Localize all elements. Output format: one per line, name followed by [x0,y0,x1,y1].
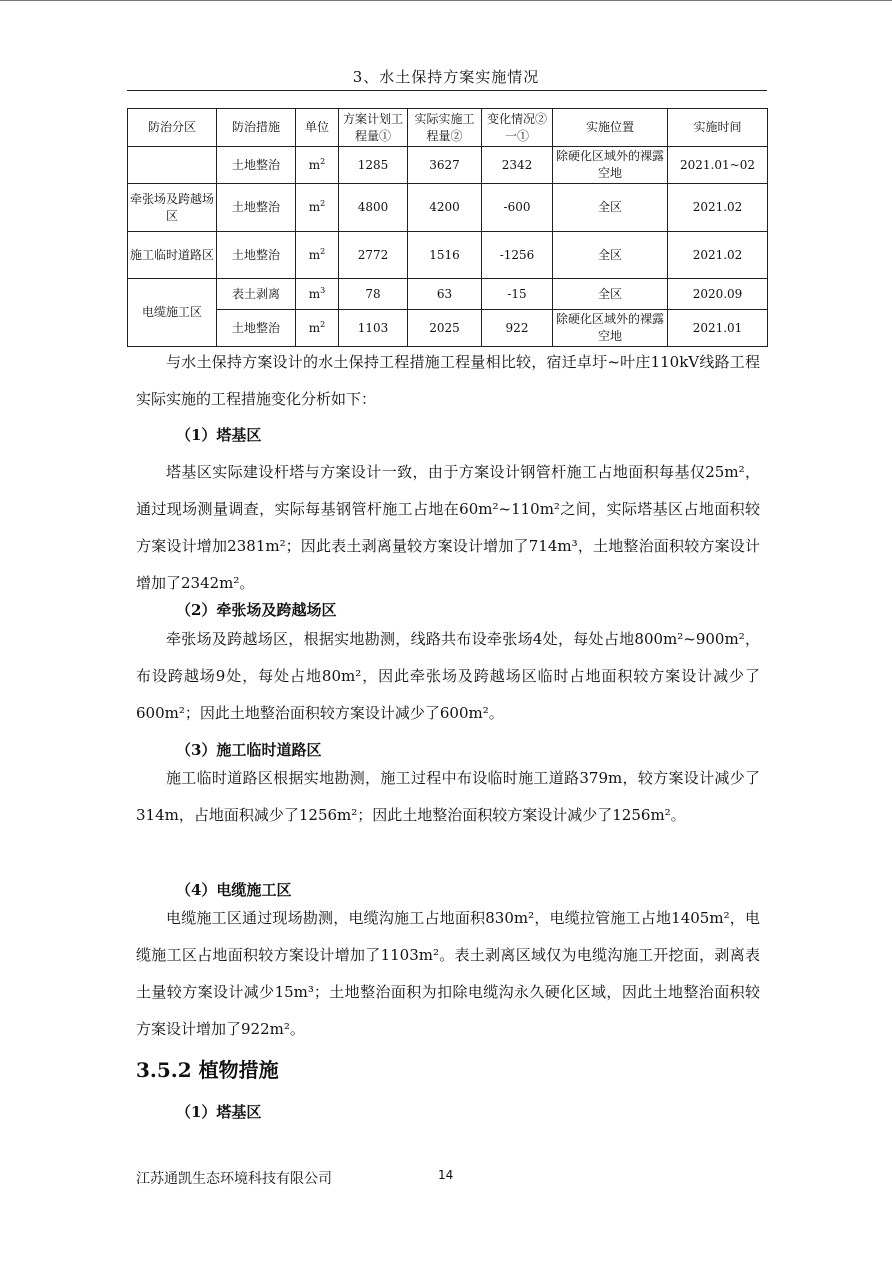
cell-actual: 3627 [408,147,482,184]
col-header-unit: 单位 [296,109,339,147]
cell-unit [296,147,339,184]
subheading-tower-base: （1）塔基区 [176,426,262,444]
page-header-title: 3、水土保持方案实施情况 [352,68,540,86]
unit-exponent: 3 [320,285,326,295]
unit-exponent: 2 [320,246,326,256]
cell-change: -15 [482,279,553,310]
footer-company: 江苏通凯生态环境科技有限公司 [136,1171,332,1187]
cell-time: 2021.02 [668,184,768,232]
cell-zone: 牵张场及跨越场区 [128,184,217,232]
paragraph-temp-road: 施工临时道路区根据实地勘测，施工过程中布设临时施工道路379m，较方案设计减少了314m，占地面积减少了1256m²；因此土地整治面积较方案设计减少了1256m²。 [136,769,760,824]
cell-measure: 土地整治 [217,232,296,279]
cell-zone: 施工临时道路区 [128,232,217,279]
measures-table [127,108,768,347]
cell-change: -600 [482,184,553,232]
page-number: 14 [438,1168,454,1182]
unit-base: m [308,320,321,335]
cell-actual: 4200 [408,184,482,232]
cell-zone: 电缆施工区 [128,279,217,347]
cell-location: 除硬化区域外的裸露空地 [553,147,668,184]
cell-plan: 1103 [339,310,408,347]
unit-exponent: 2 [320,199,326,208]
cell-unit [296,310,339,347]
cell-measure: 土地整治 [217,147,296,184]
cell-change: 922 [482,310,553,347]
paragraph-tower-base: 塔基区实际建设杆塔与方案设计一致，由于方案设计钢管杆施工占地面积每基仅25m²，通过现场测量调查，实际每基钢管杆施工占地在60m²~110m²之间，实际塔基区占地面积较方案设计增加2381m²；因此表土剥离量较方案设计增加了714m³，土地整治面积较方案设计增加了2342m²。 [136,463,760,592]
cell-change: -1256 [482,232,553,279]
table-row [128,310,768,347]
cell-time: 2021.02 [668,232,768,279]
header-rule [127,90,767,91]
paragraph-cable-area: 电缆施工区通过现场勘测，电缆沟施工占地面积830m²，电缆拉管施工占地1405m²，电缆施工区占地面积较方案设计增加了1103m²。表土剥离区域仅为电缆沟施工开挖面，剥离表土量较方案设计减少15m³；土地整治面积为扣除电缆沟永久硬化区域，因此土地整治面积较方案设计增加了922m²。 [136,909,760,1038]
table-row [128,147,768,184]
unit-base: m [308,247,321,262]
table-row [128,184,768,232]
col-header-change: 变化情况②一① [482,109,553,147]
col-header-actual: 实际实施工程量② [408,109,482,147]
cell-measure: 土地整治 [217,310,296,347]
cell-measure: 表土剥离 [217,279,296,310]
cell-zone [128,147,217,184]
unit-base: m [308,286,321,301]
cell-plan: 1285 [339,147,408,184]
intro-paragraph: 与水土保持方案设计的水土保持工程措施工程量相比较，宿迁卓圩~叶庄110kV线路工程实际实施的工程措施变化分析如下： [136,353,760,408]
paragraph-tension-field: 牵张场及跨越场区，根据实地勘测，线路共布设牵张场4处，每处占地800m²~900m²，布设跨越场9处，每处占地80m²，因此牵张场及跨越场区临时占地面积较方案设计减少了600m²；因此土地整治面积较方案设计减少了600m²。 [136,630,760,722]
col-header-time: 实施时间 [668,109,768,147]
page-top-border [0,0,892,1]
col-header-location: 实施位置 [553,109,668,147]
table-row [128,232,768,279]
cell-plan: 4800 [339,184,408,232]
table-row [128,279,768,310]
col-header-zone: 防治分区 [128,109,217,147]
cell-location: 全区 [553,184,668,232]
cell-actual: 2025 [408,310,482,347]
unit-base: m [308,157,321,172]
subheading-cable-area: （4）电缆施工区 [176,881,292,899]
col-header-measure: 防治措施 [217,109,296,147]
cell-unit [296,184,339,232]
cell-time: 2021.01~02 [668,147,768,184]
cell-change: 2342 [482,147,553,184]
cell-plan: 78 [339,279,408,310]
unit-exponent: 2 [320,156,326,166]
cell-time: 2020.09 [668,279,768,310]
cell-actual: 63 [408,279,482,310]
cell-time: 2021.01 [668,310,768,347]
cell-unit [296,279,339,310]
subheading-tension-field: （2）牵张场及跨越场区 [176,601,337,619]
cell-location: 除硬化区域外的裸露空地 [553,310,668,347]
cell-location: 全区 [553,232,668,279]
cell-measure: 土地整治 [217,184,296,232]
table-header-row [128,109,768,147]
cell-actual: 1516 [408,232,482,279]
cell-unit [296,232,339,279]
section-title-352: 3.5.2 植物措施 [136,1058,279,1082]
cell-location: 全区 [553,279,668,310]
unit-exponent: 2 [320,319,326,329]
subheading-temp-road: （3）施工临时道路区 [176,741,322,759]
cell-plan: 2772 [339,232,408,279]
subheading-plant-tower-base: （1）塔基区 [176,1103,262,1121]
col-header-plan: 方案计划工程量① [339,109,408,147]
unit-base: m [308,200,321,214]
